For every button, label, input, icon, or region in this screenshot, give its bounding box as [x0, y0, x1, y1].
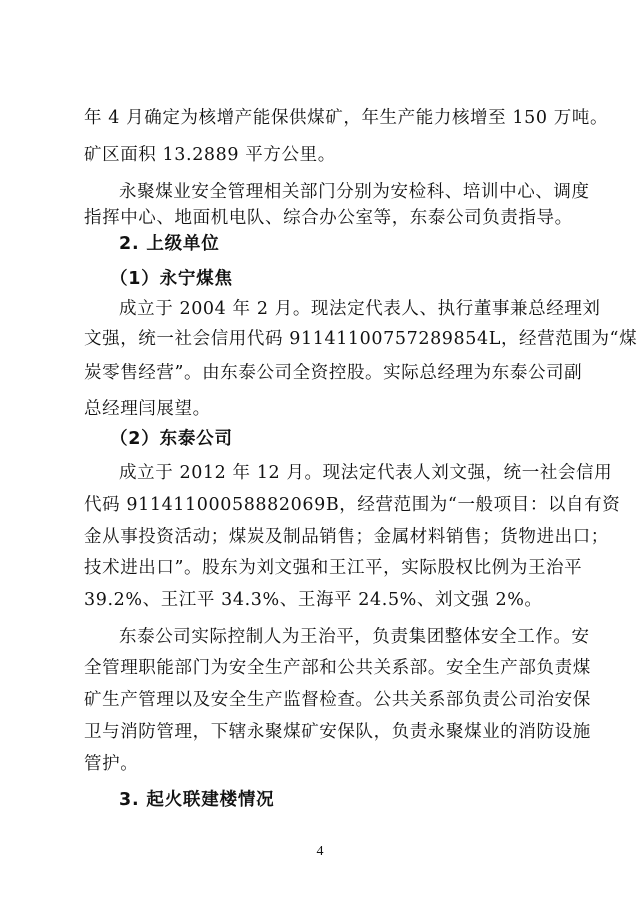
paragraph-line: 炭零售经营”。由东泰公司全资控股。实际总经理为东泰公司副 — [84, 363, 583, 383]
paragraph-line: 东泰公司实际控制人为王治平，负责集团整体安全工作。安 — [119, 627, 590, 647]
paragraph-line: 永聚煤业安全管理相关部门分别为安检科、培训中心、调度 — [119, 182, 590, 202]
paragraph-line: 总经理闫展望。 — [84, 399, 211, 419]
subsection-heading: （2）东泰公司 — [110, 429, 233, 449]
paragraph-line: 文强，统一社会信用代码 91141100757289854L，经营范围为“煤 — [84, 329, 638, 349]
paragraph-line: 管护。 — [84, 754, 139, 774]
section-heading: 3. 起火联建楼情况 — [119, 790, 275, 810]
paragraph-line: 成立于 2012 年 12 月。现法定代表人刘文强，统一社会信用 — [119, 463, 613, 483]
page-number: 4 — [316, 844, 324, 859]
paragraph-line: 矿区面积 13.2889 平方公里。 — [84, 145, 336, 165]
paragraph-line: 成立于 2004 年 2 月。现法定代表人、执行董事兼总经理刘 — [119, 299, 601, 319]
paragraph-line: 年 4 月确定为核增产能保供煤矿，年生产能力核增至 150 万吨。 — [84, 108, 609, 128]
paragraph-line: 代码 91141100058882069B，经营范围为“一般项目：以自有资 — [84, 495, 621, 515]
paragraph-line: 39.2%、王江平 34.3%、王海平 24.5%、刘文强 2%。 — [84, 590, 543, 610]
paragraph-line: 金从事投资活动；煤炭及制品销售；金属材料销售；货物进出口； — [84, 527, 609, 547]
paragraph-line: 指挥中心、地面机电队、综合办公室等，东泰公司负责指导。 — [84, 208, 573, 228]
section-heading: 2. 上级单位 — [119, 234, 220, 254]
paragraph-line: 矿生产管理以及安全生产监督检查。公共关系部负责公司治安保 — [84, 690, 591, 710]
subsection-heading: （1）永宁煤焦 — [110, 269, 233, 289]
paragraph-line: 技术进出口”。股东为刘文强和王江平，实际股权比例为王治平 — [84, 558, 583, 578]
paragraph-line: 全管理职能部门为安全生产部和公共关系部。安全生产部负责煤 — [84, 658, 591, 678]
paragraph-line: 卫与消防管理，下辖永聚煤矿安保队，负责永聚煤业的消防设施 — [84, 722, 591, 742]
